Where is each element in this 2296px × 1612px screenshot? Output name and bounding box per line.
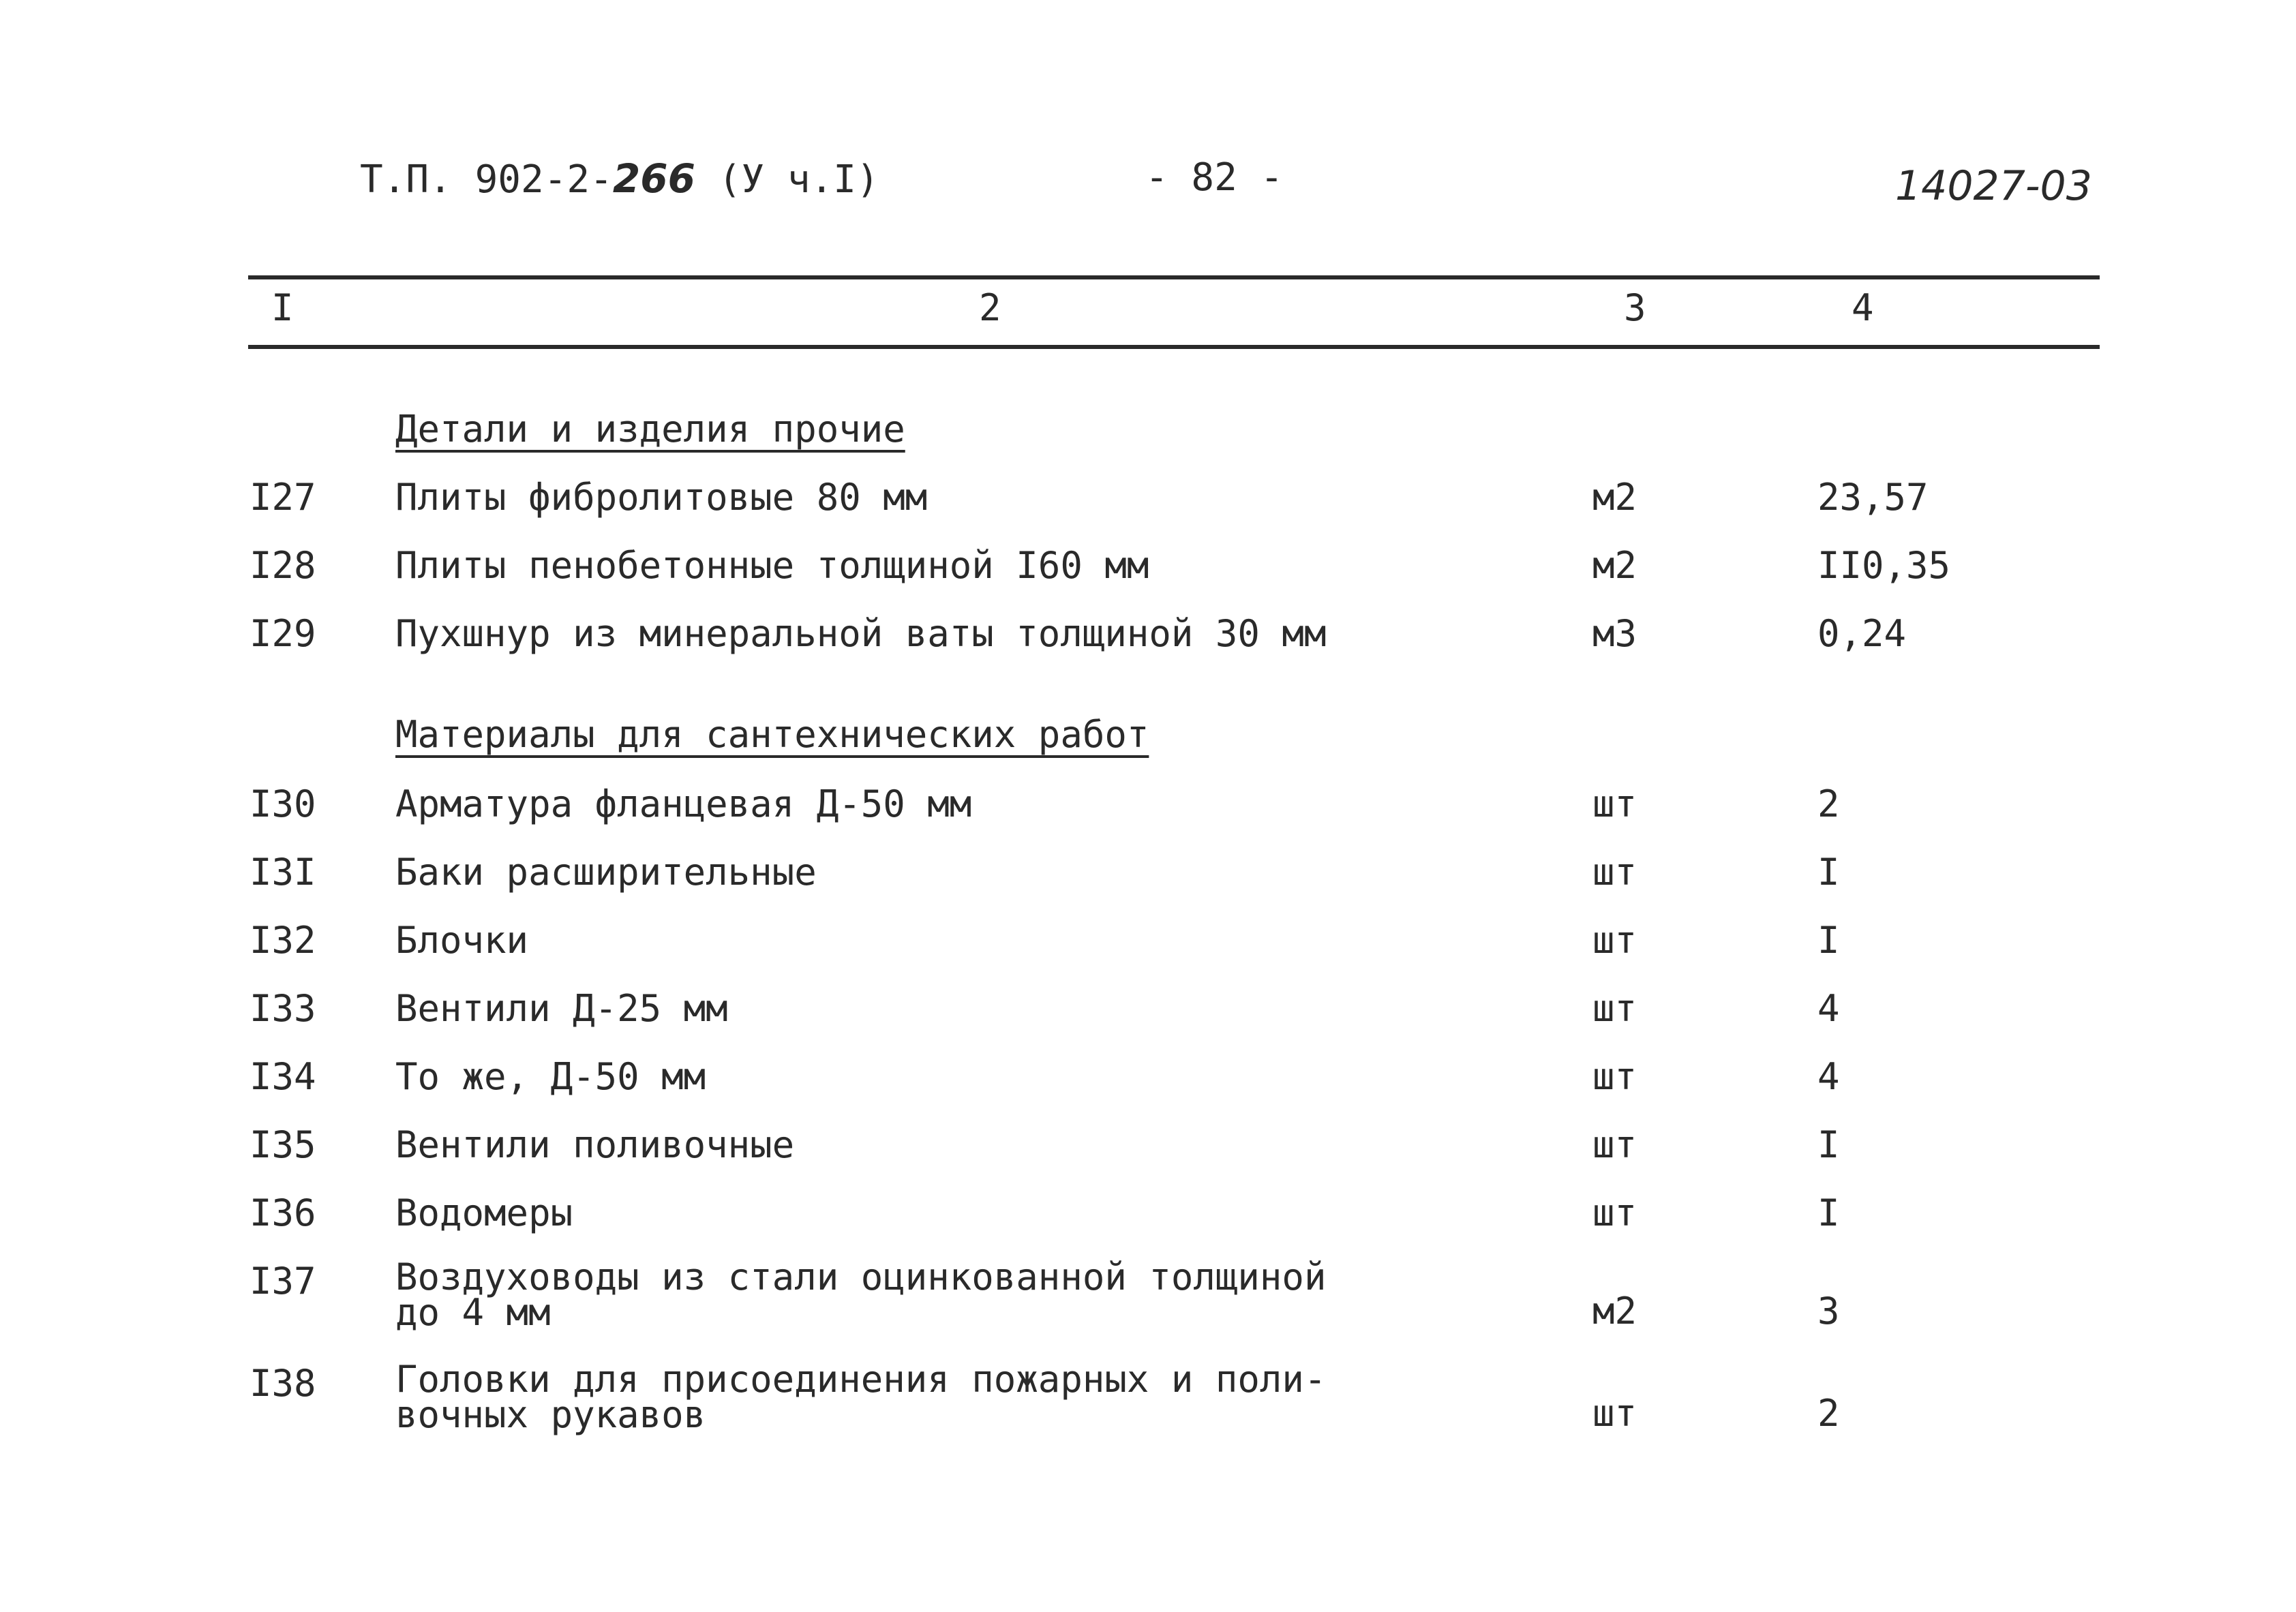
doc-code-suffix: (У ч.I) xyxy=(718,157,879,202)
row-number: I33 xyxy=(250,987,316,1030)
row-name: Плиты пенобетонные толщиной I60 мм xyxy=(395,544,1149,587)
table-row xyxy=(0,1191,2296,1232)
row-number: I34 xyxy=(250,1055,316,1098)
row-quantity: II0,35 xyxy=(1817,544,1951,587)
doc-code-prefix: Т.П. 902-2- xyxy=(360,157,613,202)
row-name: Арматура фланцевая Д-50 мм xyxy=(395,782,972,825)
row-unit: м2 xyxy=(1592,476,1637,519)
table-row xyxy=(0,782,2296,823)
row-name xyxy=(395,1256,1327,1334)
table-row xyxy=(0,1358,2296,1437)
row-number: I28 xyxy=(250,544,316,587)
row-unit: шт xyxy=(1592,782,1637,825)
row-quantity: I xyxy=(1817,919,1840,962)
table-row xyxy=(0,851,2296,892)
table-row xyxy=(0,612,2296,653)
row-quantity: 2 xyxy=(1817,1392,1840,1435)
row-name-line: до 4 мм xyxy=(395,1291,551,1334)
table-row xyxy=(0,476,2296,517)
row-name: Вентили поливочные xyxy=(395,1123,795,1166)
row-unit: шт xyxy=(1592,851,1637,894)
row-name: Вентили Д-25 мм xyxy=(395,987,728,1030)
table-top-rule xyxy=(248,275,2100,279)
table-header-bottom-rule xyxy=(248,345,2100,349)
row-number: I29 xyxy=(250,612,316,655)
row-number: I27 xyxy=(250,476,316,519)
table-row xyxy=(0,1123,2296,1164)
row-quantity: 3 xyxy=(1817,1290,1840,1333)
row-quantity: 2 xyxy=(1817,782,1840,825)
row-name-line: вочных рукавов xyxy=(395,1393,706,1436)
archive-number: 14027-03 xyxy=(1895,162,2092,210)
row-number: I32 xyxy=(250,919,316,962)
row-name: Пухшнур из минеральной ваты толщиной 30 мм xyxy=(395,612,1327,655)
row-name-line: Головки для присоединения пожарных и поли- xyxy=(395,1358,1327,1401)
row-unit: шт xyxy=(1592,1392,1637,1435)
table-row xyxy=(0,919,2296,960)
section-title: Материалы для сантехнических работ xyxy=(395,713,1149,756)
row-name: То же, Д-50 мм xyxy=(395,1055,706,1098)
row-unit: шт xyxy=(1592,1123,1637,1166)
row-quantity: 4 xyxy=(1817,987,1840,1030)
row-quantity: I xyxy=(1817,1191,1840,1234)
row-unit: шт xyxy=(1592,987,1637,1030)
row-unit: м2 xyxy=(1592,1290,1637,1333)
column-number-4: 4 xyxy=(1852,286,1874,329)
row-number: I35 xyxy=(250,1123,316,1166)
column-number-1: I xyxy=(271,286,294,329)
row-quantity: 4 xyxy=(1817,1055,1840,1098)
row-number: I36 xyxy=(250,1191,316,1234)
row-unit: шт xyxy=(1592,919,1637,962)
table-row xyxy=(0,1256,2296,1335)
row-unit: м3 xyxy=(1592,612,1637,655)
row-number: I38 xyxy=(250,1362,316,1405)
column-number-2: 2 xyxy=(979,286,1001,329)
row-unit: шт xyxy=(1592,1055,1637,1098)
table-row xyxy=(0,1055,2296,1096)
row-quantity: I xyxy=(1817,1123,1840,1166)
column-number-3: 3 xyxy=(1624,286,1646,329)
section-title: Детали и изделия прочие xyxy=(395,408,905,451)
row-number: I3I xyxy=(250,851,316,894)
row-name xyxy=(395,1358,1327,1436)
page-number: - 82 - xyxy=(1145,155,1284,200)
row-number: I37 xyxy=(250,1260,316,1303)
row-name: Баки расширительные xyxy=(395,851,817,894)
row-name: Плиты фибролитовые 80 мм xyxy=(395,476,928,519)
table-row xyxy=(0,987,2296,1028)
table-row xyxy=(0,544,2296,585)
row-quantity: I xyxy=(1817,851,1840,894)
row-number: I30 xyxy=(250,782,316,825)
row-name: Блочки xyxy=(395,919,529,962)
row-quantity: 0,24 xyxy=(1817,612,1907,655)
row-name: Водомеры xyxy=(395,1191,573,1234)
doc-code xyxy=(360,155,879,202)
row-quantity: 23,57 xyxy=(1817,476,1929,519)
row-name-line: Воздуховоды из стали оцинкованной толщиной xyxy=(395,1256,1327,1298)
row-unit: шт xyxy=(1592,1191,1637,1234)
row-unit: м2 xyxy=(1592,544,1637,587)
doc-code-handwritten-number: 266 xyxy=(612,155,695,202)
